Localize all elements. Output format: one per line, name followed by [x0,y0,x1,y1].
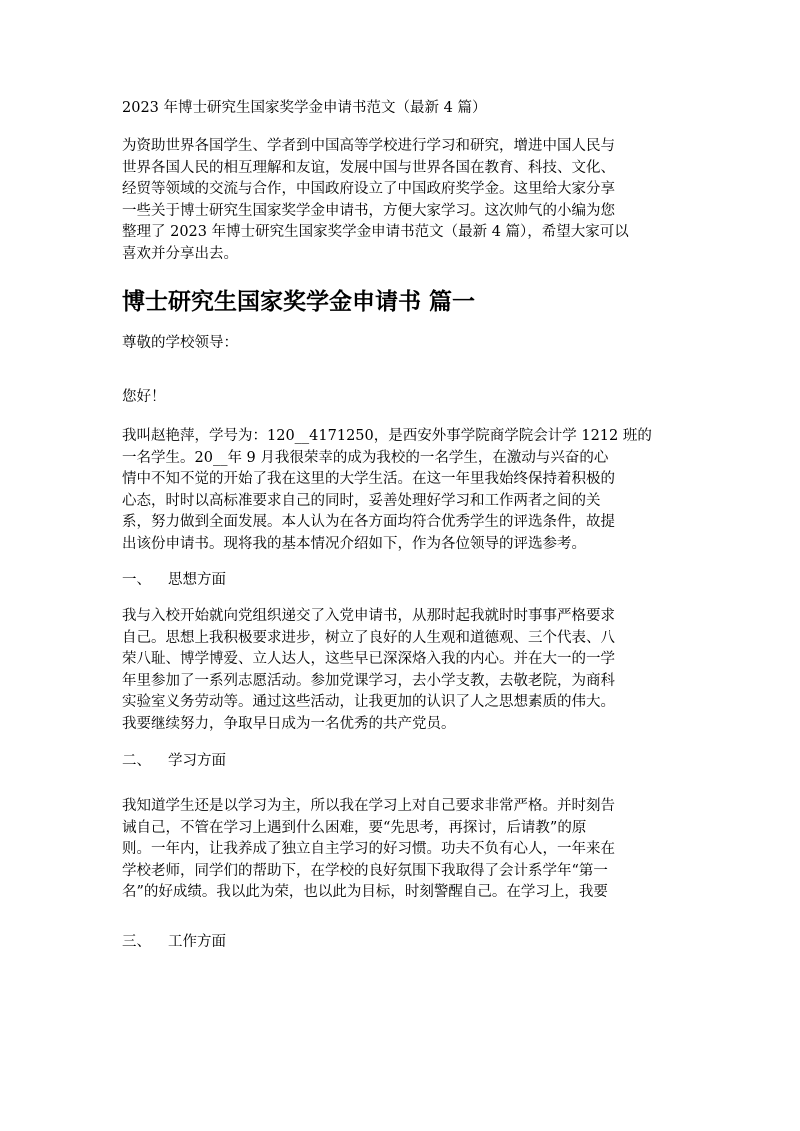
section-number: 一、 [122,572,151,588]
text-line: 喜欢并分享出去。 [122,245,238,262]
text-line: 系，努力做到全面发展。本人认为在各方面均符合优秀学生的评选条件，故提 [122,514,615,530]
text-line: 我知道学生还是以学习为主，所以我在学习上对自己要求非常严格。并时刻告 [122,798,615,814]
section-label: 思想方面 [168,572,226,588]
text-line: 整理了 2023 年博士研究生国家奖学金申请书范文（最新 4 篇），希望大家可以 [122,224,629,240]
text-line: 一些关于博士研究生国家奖学金申请书，方便大家学习。这次帅气的小编为您 [122,202,615,219]
text-line: 为资助世界各国学生、学者到中国高等学校进行学习和研究，增进中国人民与 [122,138,615,154]
study-paragraph [122,796,682,904]
document-title: 2023 年博士研究生国家奖学金申请书范文（最新 4 篇） [122,100,487,116]
text-line: 诫自己，不管在学习上遇到什么困难，要“先思考，再探讨，后请教”的原 [122,819,587,836]
text-line: 我叫赵艳萍，学号为：120__4171250，是西安外事学院商学院会计学 1212 班的 [122,428,652,444]
section-label: 学习方面 [168,753,226,769]
text-line: 我要继续努力，争取早日成为一名优秀的共产党员。 [122,715,456,732]
text-line: 实验室义务劳动等。通过这些活动，让我更加的认识了人之思想素质的伟大。 [122,694,615,710]
text-line: 世界各国人民的相互理解和友谊，发展中国与世界各国在教育、科技、文化、 [122,159,615,176]
salutation: 尊敬的学校领导： [122,335,238,351]
intro-self-paragraph [122,426,682,555]
ideology-paragraph [122,606,682,735]
intro-paragraph [122,136,682,265]
text-line: 我与入校开始就向党组织递交了入党申请书，从那时起我就时时事事严格要求 [122,608,615,624]
text-line: 情中不知不觉的开始了我在这里的大学生活。在这一年里我始终保持着积极的 [122,471,615,487]
section-number: 二、 [122,753,151,769]
text-line: 心态，时时以高标准要求自己的同时，妥善处理好学习和工作两者之间的关 [122,492,601,509]
section-heading: 博士研究生国家奖学金申请书 篇一 [122,289,476,315]
text-line: 则。一年内，让我养成了独立自主学习的好习惯。功夫不负有心人，一年来在 [122,841,615,857]
text-line: 学校老师，同学们的帮助下，在学校的良好氛围下我取得了会计系学年“第一 [122,862,608,879]
text-line: 年里参加了一系列志愿活动。参加党课学习，去小学支教，去敬老院，为商科 [122,672,615,689]
section-label: 工作方面 [168,934,226,950]
text-line: 荣八耻、博学博爱、立人达人，这些早已深深烙入我的内心。并在大一的一学 [122,651,615,667]
greeting: 您好！ [122,389,166,405]
text-line: 名”的好成绩。我以此为荣，也以此为目标，时刻警醒自己。在学习上，我要 [122,884,608,900]
section-title-ideology [122,570,226,590]
section-title-work [122,932,226,952]
text-line: 经贸等领域的交流与合作，中国政府设立了中国政府奖学金。这里给大家分享 [122,181,615,197]
text-line: 自己。思想上我积极要求进步，树立了良好的人生观和道德观、三个代表、八 [122,629,615,646]
text-line: 出该份申请书。现将我的基本情况介绍如下，作为各位领导的评选参考。 [122,535,586,552]
text-line: 一名学生。20__年 9 月我很荣幸的成为我校的一名学生，在激动与兴奋的心 [122,449,609,466]
section-number: 三、 [122,934,151,950]
section-title-study [122,751,226,771]
